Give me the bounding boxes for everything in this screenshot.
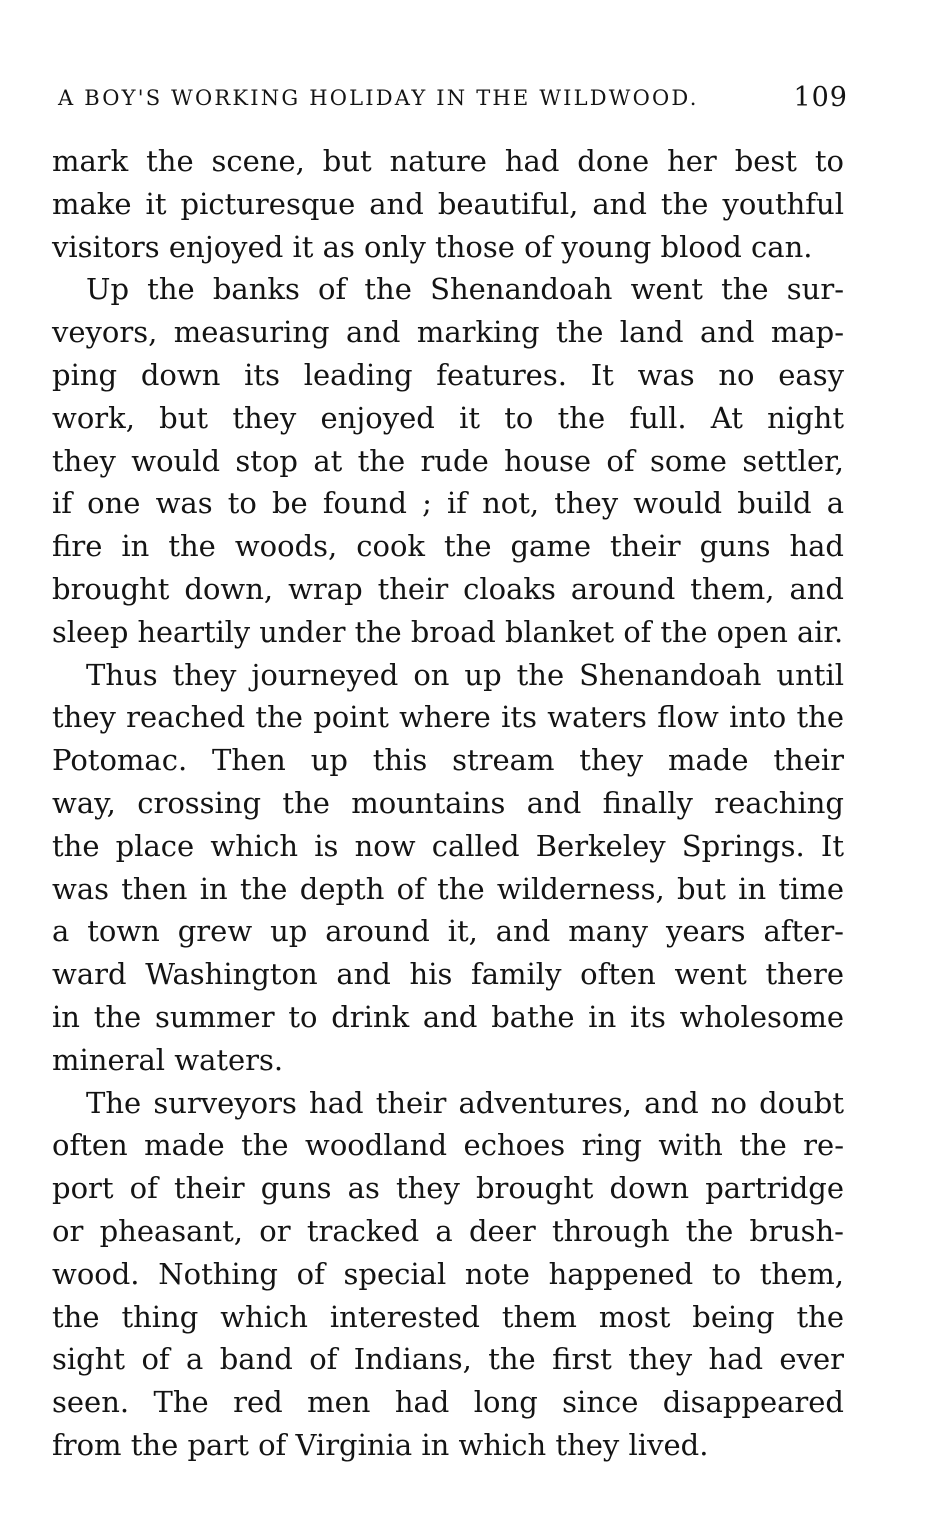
text-line: wood. Nothing of special note happened to them, — [52, 1256, 844, 1291]
text-line: if one was to be found ; if not, they would build a — [52, 486, 844, 521]
text-line: ping down its leading features. It was no easy — [52, 357, 844, 392]
text-line: they would stop at the rude house of some settler, — [52, 443, 844, 478]
text-line: visitors enjoyed it as only those of young blood can. — [52, 229, 813, 264]
text-line: Thus they journeyed on up the Shenandoah until — [86, 657, 844, 692]
text-line: the place which is now called Berkeley Springs. It — [52, 828, 844, 863]
text-line: from the part of Virginia in which they lived. — [52, 1427, 709, 1462]
paragraph-1 — [52, 140, 844, 268]
running-title: A BOY'S WORKING HOLIDAY IN THE WILDWOOD. — [58, 86, 699, 110]
paragraph-2 — [52, 268, 844, 653]
text-line: seen. The red men had long since disappeared — [52, 1385, 844, 1420]
text-line: a town grew up around it, and many years after- — [52, 914, 844, 949]
text-line: mark the scene, but nature had done her best to — [52, 144, 844, 178]
text-line: sight of a band of Indians, the first they had ever — [52, 1342, 844, 1377]
text-line: fire in the woods, cook the game their guns had — [52, 529, 844, 564]
text-line: work, but they enjoyed it to the full. At night — [52, 400, 844, 435]
text-line: make it picturesque and beautiful, and the youthful — [52, 186, 844, 221]
text-line: in the summer to drink and bathe in its wholesome — [52, 999, 844, 1034]
running-head — [58, 80, 848, 116]
text-line: way, crossing the mountains and finally reaching — [52, 785, 844, 820]
text-line: veyors, measuring and marking the land and map- — [52, 315, 844, 350]
text-line: port of their guns as they brought down partridge — [52, 1171, 844, 1206]
text-line: Up the banks of the Shenandoah went the sur- — [86, 272, 844, 307]
body-text — [52, 140, 844, 1467]
paragraph-3 — [52, 654, 844, 1082]
text-line: or pheasant, or tracked a deer through the brush- — [52, 1213, 844, 1248]
text-line: they reached the point where its waters flow into the — [52, 700, 844, 735]
text-line: the thing which interested them most being the — [52, 1299, 844, 1334]
page-number: 109 — [793, 82, 848, 113]
text-line: ward Washington and his family often went there — [52, 957, 844, 992]
paragraph-4 — [52, 1082, 844, 1467]
text-line: was then in the depth of the wilderness, but in time — [52, 871, 844, 906]
text-line: mineral waters. — [52, 1042, 284, 1077]
text-line: brought down, wrap their cloaks around them, and — [52, 571, 844, 606]
text-line: often made the woodland echoes ring with the re- — [52, 1128, 844, 1163]
text-line: The surveyors had their adventures, and no doubt — [86, 1085, 844, 1120]
text-line: Potomac. Then up this stream they made their — [52, 743, 844, 778]
text-line: sleep heartily under the broad blanket of the open air. — [52, 614, 844, 649]
